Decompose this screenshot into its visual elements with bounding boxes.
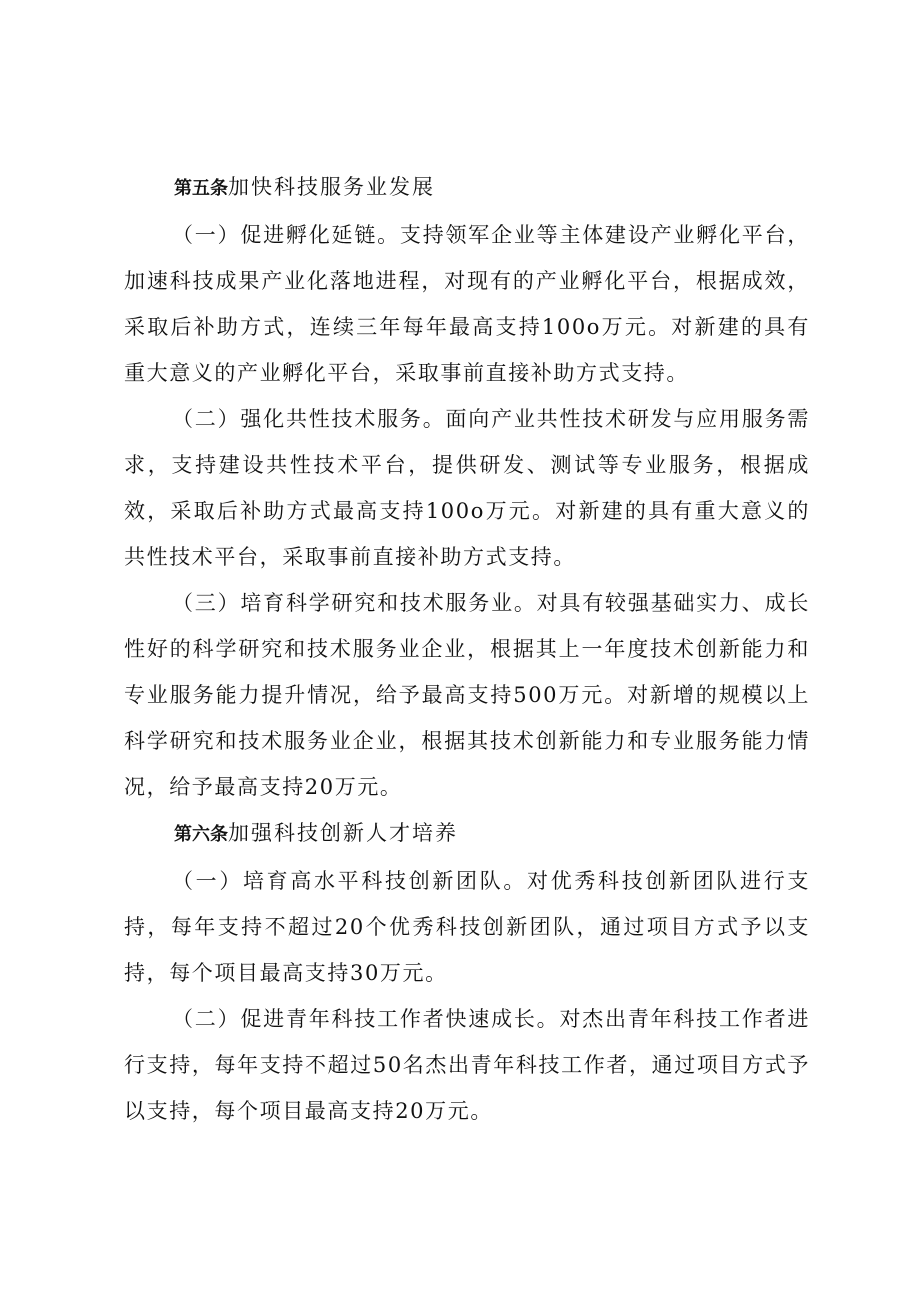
- article-6-title: 加强科技创新人才培养: [228, 821, 458, 845]
- article-5-title: 加快科技服务业发展: [228, 175, 435, 199]
- article-5-paragraph-1: （一）促进孵化延链。支持领军企业等主体建设产业孵化平台，加速科技成果产业化落地进程，对现有的产业孵化平台，根据成效，采取后补助方式，连续三年每年最高支持100o万元。对新建的具有重大意义的产业孵化平台，采取事前直接补助方式支持。: [124, 223, 810, 385]
- article-5-number: 第五条: [174, 178, 228, 199]
- article-6-number: 第六条: [174, 824, 228, 845]
- article-6-paragraph-2: （二）促进青年科技工作者快速成长。对杰出青年科技工作者进行支持，每年支持不超过50名杰出青年科技工作者，通过项目方式予以支持，每个项目最高支持20万元。: [124, 1007, 810, 1123]
- article-6-paragraph-1: （一）培育高水平科技创新团队。对优秀科技创新团队进行支持，每年支持不超过20个优秀科技创新团队，通过项目方式予以支持，每个项目最高支持30万元。: [124, 869, 810, 985]
- document-body: [124, 164, 810, 1134]
- article-5-paragraph-3: （三）培育科学研究和技术服务业。对具有较强基础实力、成长性好的科学研究和技术服务业企业，根据其上一年度技术创新能力和专业服务能力提升情况，给予最高支持500万元。对新增的规模以上科学研究和技术服务业企业，根据其技术创新能力和专业服务能力情况，给予最高支持20万元。: [124, 591, 810, 799]
- article-6-heading: [124, 810, 810, 858]
- article-5-heading: [124, 164, 810, 212]
- article-5-paragraph-2: （二）强化共性技术服务。面向产业共性技术研发与应用服务需求，支持建设共性技术平台，提供研发、测试等专业服务，根据成效，采取后补助方式最高支持100o万元。对新建的具有重大意义的共性技术平台，采取事前直接补助方式支持。: [124, 407, 810, 569]
